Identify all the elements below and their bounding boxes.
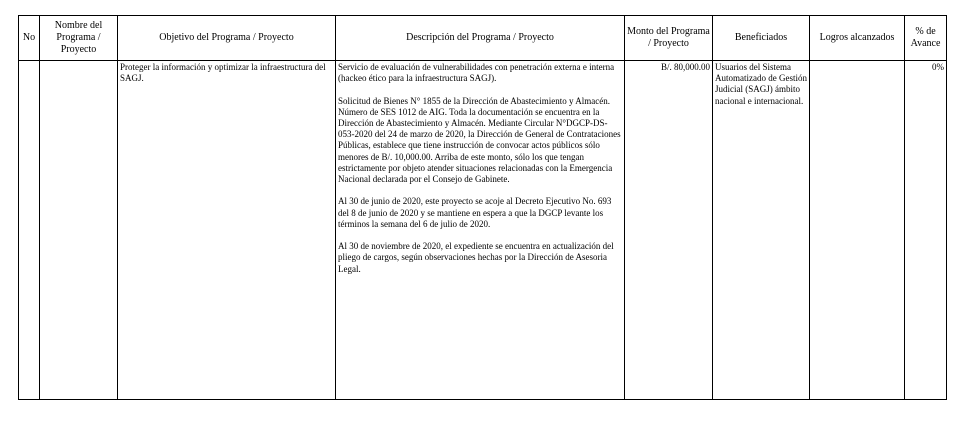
descripcion-paragraph: Solicitud de Bienes N° 1855 de la Dirección de Abastecimiento y Almacén. Número de SES 1012 de AIG. Toda la documentación se encuentra en la Dirección de Abastecimiento y Almacén. Mediante Circular N°DGCP-DS-053-2020 del 24 de marzo de 2020, la Dirección de General de Contrataciones Públicas, establece que tiene instrucción de convocar actos públicos sólo menores de B/. 10,000.00. Arriba de este monto, sólo los que tengan estrictamente por objeto atender situaciones relacionadas con la Emergencia Nacional declarada por el Consejo de Gabinete. xyxy=(338,95,621,185)
header-logros: Logros alcanzados xyxy=(810,16,905,61)
header-avance: % de Avance xyxy=(905,16,947,61)
cell-nombre xyxy=(40,61,118,400)
cell-beneficiados: Usuarios del Sistema Automatizado de Gestión Judicial (SAGJ) ámbito nacional e internacional. xyxy=(713,61,810,400)
header-descripcion: Descripción del Programa / Proyecto xyxy=(336,16,625,61)
table-row xyxy=(19,61,947,400)
header-row xyxy=(19,16,947,61)
header-beneficiados: Beneficiados xyxy=(713,16,810,61)
descripcion-paragraph: Servicio de evaluación de vulnerabilidades con penetración externa e interna (hackeo ético para la infraestructura SAGJ). xyxy=(338,62,615,84)
cell-avance: 0% xyxy=(905,61,947,400)
header-nombre: Nombre del Programa / Proyecto xyxy=(40,16,118,61)
header-monto: Monto del Programa / Proyecto xyxy=(625,16,713,61)
descripcion-paragraph: Al 30 de junio de 2020, este proyecto se acoje al Decreto Ejecutivo No. 693 del 8 de junio de 2020 y se mantiene en espera a que la DGCP levante los términos la semana del 6 de julio de 2020. xyxy=(338,196,612,229)
cell-no xyxy=(19,61,40,400)
cell-descripcion xyxy=(336,61,625,400)
descripcion-paragraph: Al 30 de noviembre de 2020, el expediente se encuentra en actualización del pliego de cargos, según observaciones hechas por la Dirección de Asesoria Legal. xyxy=(338,241,614,274)
cell-logros xyxy=(810,61,905,400)
header-objetivo: Objetivo del Programa / Proyecto xyxy=(118,16,336,61)
projects-table xyxy=(18,15,947,400)
cell-objetivo: Proteger la información y optimizar la infraestructura del SAGJ. xyxy=(118,61,336,400)
cell-monto: B/. 80,000.00 xyxy=(625,61,713,400)
header-no: No xyxy=(19,16,40,61)
